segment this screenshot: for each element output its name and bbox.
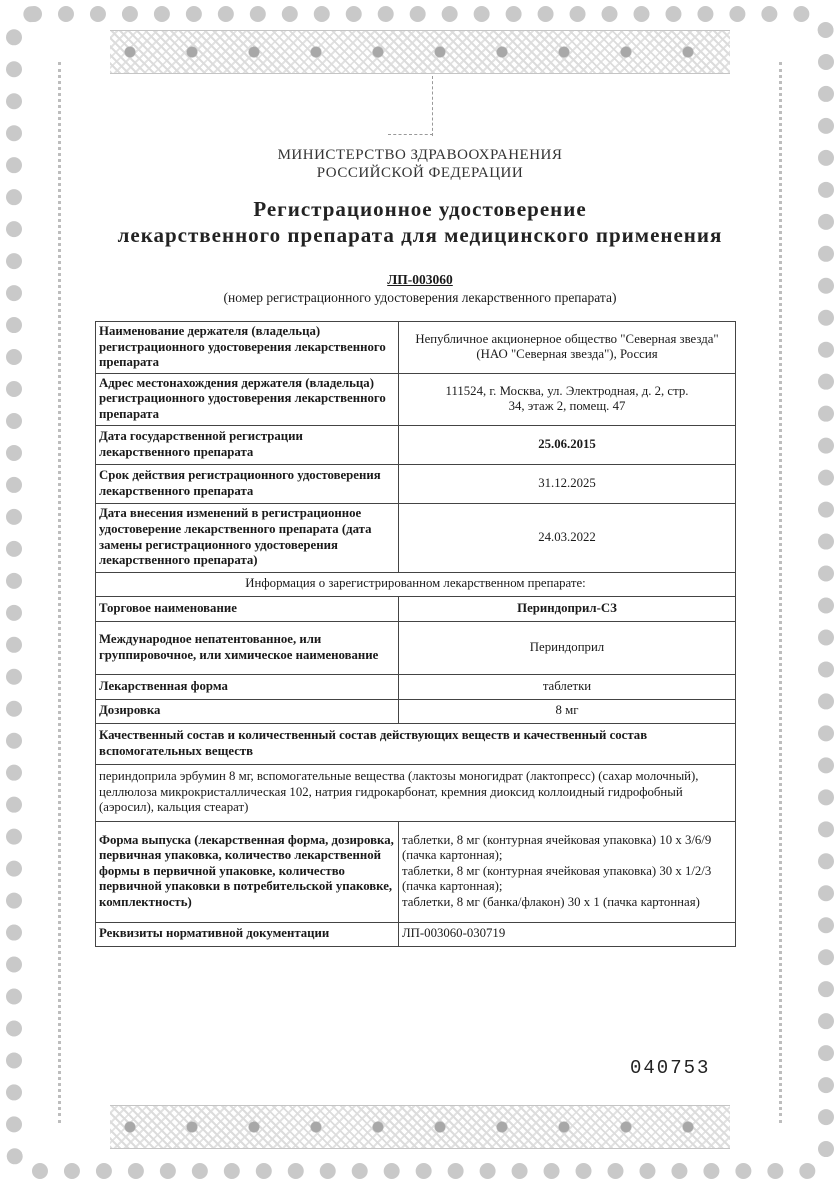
inn-value: Периндоприл [399, 621, 736, 674]
release-form-label: Форма выпуска (лекарственная форма, дозировка, первичная упаковка, количество лекарственной формы в первичной упаковке, количество первичной упаковки в потребительской упаковке, комплектность) [96, 821, 399, 922]
dosage-form-value: таблетки [399, 674, 736, 699]
table-row [96, 922, 736, 946]
change-date-label: Дата внесения изменений в регистрационное удостоверение лекарственного препарата (дата замены регистрационного удостоверения лекарственного препарата) [96, 503, 399, 572]
normative-docs-value: ЛП-003060-030719 [399, 922, 736, 946]
table-row [96, 425, 736, 464]
dosage-label: Дозировка [96, 699, 399, 723]
info-section-header: Информация о зарегистрированном лекарственном препарате: [96, 572, 736, 596]
table-row [96, 621, 736, 674]
change-date-value: 24.03.2022 [399, 503, 736, 572]
release-form-item: таблетки, 8 мг (контурная ячейковая упаковка) 30 х 1/2/3 (пачка картонная); [402, 863, 712, 894]
decorative-guilloche-band-top [110, 30, 730, 74]
inn-label: Международное непатентованное, или группировочное, или химическое наименование [96, 621, 399, 674]
registration-number: ЛП-003060 [387, 272, 453, 287]
dosage-value: 8 мг [399, 699, 736, 723]
composition-label: Качественный состав и количественный состав действующих веществ и качественный состав вспомогательных веществ [96, 723, 736, 764]
table-row [96, 322, 736, 374]
table-row [96, 699, 736, 723]
title-line-2: лекарственного препарата для медицинского применения [117, 223, 723, 247]
serial-number: 040753 [630, 1057, 711, 1079]
holder-name-label: Наименование держателя (владельца) регистрационного удостоверения лекарственного препарата [96, 322, 399, 374]
registration-number-caption: (номер регистрационного удостоверения лекарственного препарата) [223, 290, 617, 305]
ministry-line-2: РОССИЙСКОЙ ФЕДЕРАЦИИ [316, 165, 524, 181]
table-row [96, 373, 736, 425]
document-title [0, 196, 840, 248]
release-form-item: таблетки, 8 мг (банка/флакон) 30 х 1 (пачка картонная) [402, 894, 700, 909]
normative-docs-label: Реквизиты нормативной документации [96, 922, 399, 946]
release-form-item: таблетки, 8 мг (контурная ячейковая упаковка) 10 х 3/6/9 (пачка картонная); [402, 832, 712, 863]
seal-mark-line [432, 76, 434, 136]
holder-name-value: Непубличное акционерное общество "Северная звезда" (НАО "Северная звезда"), Россия [399, 322, 736, 374]
title-line-1: Регистрационное удостоверение [253, 197, 587, 221]
table-row [96, 464, 736, 503]
registration-date-value: 25.06.2015 [399, 425, 736, 464]
table-row [96, 821, 736, 922]
table-row [96, 503, 736, 572]
table-row [96, 674, 736, 699]
trade-name-value: Периндоприл-СЗ [399, 596, 736, 621]
ministry-line-1: МИНИСТЕРСТВО ЗДРАВООХРАНЕНИЯ [277, 147, 563, 163]
dosage-form-label: Лекарственная форма [96, 674, 399, 699]
table-row [96, 723, 736, 764]
release-form-value [399, 821, 736, 922]
table-row [96, 764, 736, 821]
certificate-table [95, 321, 736, 947]
seal-mark-line [388, 134, 433, 136]
table-row [96, 596, 736, 621]
validity-label: Срок действия регистрационного удостоверения лекарственного препарата [96, 464, 399, 503]
ministry-heading [0, 146, 840, 182]
holder-address-value: 111524, г. Москва, ул. Электродная, д. 2, стр. 34, этаж 2, помещ. 47 [399, 373, 736, 425]
registration-date-label: Дата государственной регистрации лекарственного препарата [96, 425, 399, 464]
holder-address-label: Адрес местонахождения держателя (владельца) регистрационного удостоверения лекарственного препарата [96, 373, 399, 425]
trade-name-label: Торговое наименование [96, 596, 399, 621]
validity-value: 31.12.2025 [399, 464, 736, 503]
decorative-guilloche-band-bottom [110, 1105, 730, 1149]
table-row [96, 572, 736, 596]
composition-value: периндоприла эрбумин 8 мг, вспомогательные вещества (лактозы моногидрат (лактопресс) (сахар молочный), целлюлоза микрокристаллическая 102, натрия гидрокарбонат, кремния диоксид коллоидный гидрофобный (аэросил), кальция стеарат) [96, 764, 736, 821]
